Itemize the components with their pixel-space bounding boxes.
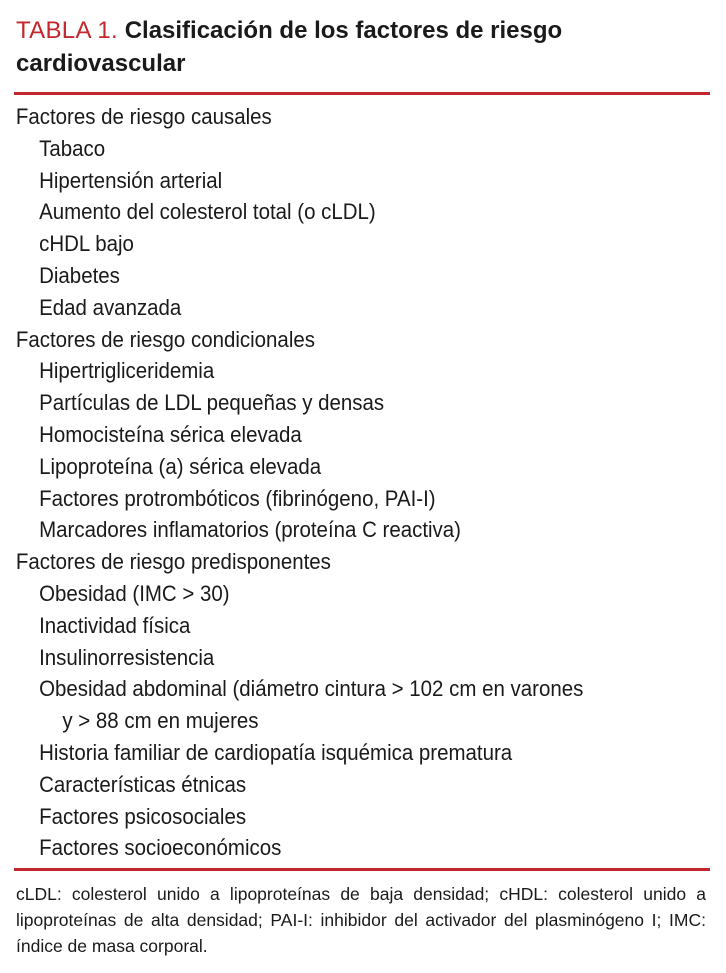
table-label: TABLA 1. [16, 17, 119, 44]
table-row: Partículas de LDL pequeñas y densas [39, 390, 385, 416]
table-body [14, 95, 710, 868]
table-row: Edad avanzada [39, 294, 182, 320]
category-heading: Factores de riesgo predisponentes [15, 549, 331, 575]
category-heading: Factores de riesgo condicionales [15, 326, 315, 352]
category-heading: Factores de riesgo causales [15, 104, 272, 129]
table-row: Homocisteína sérica elevada [39, 421, 302, 447]
table-row: y > 88 cm en mujeres [62, 708, 259, 734]
table-row: Factores psicosociales [39, 803, 247, 829]
risk-factor-table [14, 14, 710, 959]
table-row: Inactividad física [39, 612, 191, 638]
table-row: Hipertrigliceridemia [39, 358, 215, 384]
table-row: Características étnicas [39, 771, 247, 797]
table-row: Historia familiar de cardiopatía isquémica prematura [39, 739, 513, 765]
table-row: cHDL bajo [39, 231, 134, 257]
table-row: Obesidad (IMC > 30) [39, 580, 230, 606]
table-row: Lipoproteína (a) sérica elevada [39, 453, 322, 479]
table-row: Insulinorresistencia [39, 644, 215, 670]
table-row: Factores protrombóticos (fibrinógeno, PAI-I) [39, 485, 436, 511]
table-row: Tabaco [39, 135, 106, 161]
bottom-rule [14, 868, 710, 871]
table-caption [14, 14, 710, 80]
table-title: Clasificación de los factores de riesgo cardiovascular [16, 17, 563, 77]
table-row: Hipertensión arterial [39, 167, 223, 193]
table-row: Factores socioeconómicos [39, 835, 282, 861]
table-footnote: cLDL: colesterol unido a lipoproteínas de baja densidad; cHDL: colesterol unido a lipoproteínas de alta densidad; PAI-I: inhibidor del activador del plasminógeno I; IMC: índice de masa corporal. [16, 884, 706, 957]
table-row: Aumento del colesterol total (o cLDL) [39, 199, 376, 225]
table-row: Obesidad abdominal (diámetro cintura > 102 cm en varones [39, 676, 584, 702]
table-row: Marcadores inflamatorios (proteína C reactiva) [39, 517, 461, 543]
table-row: Diabetes [39, 262, 120, 288]
